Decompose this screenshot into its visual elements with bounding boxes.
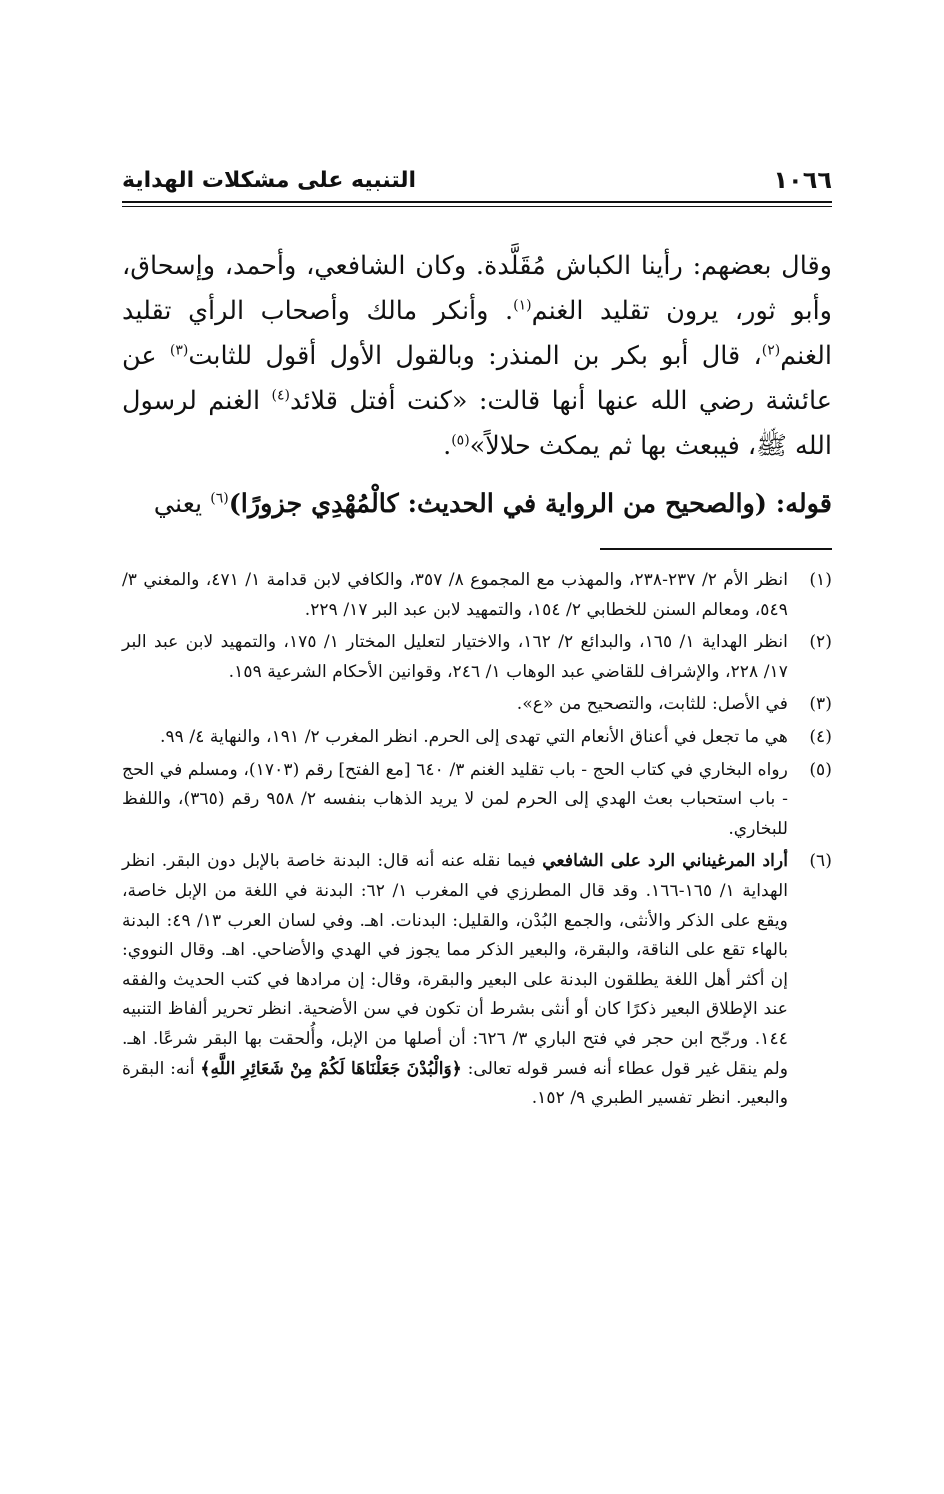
footnote-ref-2: (٢): [761, 342, 781, 359]
footnote-number: (١): [809, 570, 832, 590]
footnote-1: [122, 566, 832, 625]
heading-tail: يعني: [153, 489, 211, 519]
footnotes: [122, 566, 832, 1117]
footnote-6: [122, 847, 832, 1113]
header-rule-thin: [122, 206, 832, 207]
header-rule-thick: [122, 201, 832, 203]
body-text-1: وقال بعضهم: رأينا الكباش مُقَلَّدة. وكان الشافعي، وأحمد، وإسحاق، وأبو ثور، يرون تقليد الغنم: [122, 251, 832, 326]
footnote-text: رواه البخاري في كتاب الحج - باب تقليد الغنم ٣/ ٦٤٠ [مع الفتح] رقم (١٧٠٣)، ومسلم في الحج - باب استحباب بعث الهدي إلى الحرم لمن لا يريد الذهاب بنفسه ٢/ ٩٥٨ رقم (٣٦٥)، واللفظ للبخاري.: [122, 759, 788, 839]
body-text-2: . وأنكر مالك وأصحاب الرأي تقليد الغنم: [122, 296, 833, 371]
quran-verse: ﴿وَالْبُدْنَ جَعَلْنَاهَا لَكُمْ مِنْ شَعَائِرِ اللَّهِ﴾: [200, 1058, 462, 1079]
footnote-separator: [600, 548, 832, 550]
main-paragraph: [122, 244, 832, 469]
footnote-body: فيما نقله عنه أنه قال: البدنة خاصة بالإبل دون البقر. انظر الهداية ١/ ١٦٥-١٦٦. وقد قال المطرزي في المغرب ١/ ٦٢: البدنة في اللغة من الإبل خاصة، ويقع على الذكر والأنثى، والجمع البُدْن، والقليل: البدنات. اهـ. وفي لسان العرب ١٣/ ٤٩: البدنة بالهاء تقع على الناقة، والبقرة، والبعير الذكر مما يجوز في الهدي والأضاحي. اهـ. وقال النووي: إن أكثر أهل اللغة يطلقون البدنة على البعير والبقرة، وقال: إن مرادها في كتب الحديث والفقه عند الإطلاق البعير ذكرًا كان أو أنثى بشرط أن تكون في سن الأضحية. انظر تحرير ألفاظ التنبيه ١٤٤. ورجّح ابن حجر في فتح الباري ٣/ ٦٢٦: أن أصلها من الإبل، وأُلحقت بها البقر شرعًا. اهـ. ولم ينقل غير قول عطاء أنه فسر قوله تعالى:: [122, 851, 788, 1079]
footnote-text: انظر الهداية ١/ ١٦٥، والبدائع ٢/ ١٦٢، والاختيار لتعليل المختار ١/ ١٧٥، والتمهيد لابن عبد البر ١٧/ ٢٢٨، والإشراف للقاضي عبد الوهاب ١/ ٢٤٦، وقوانين الأحكام الشرعية ١٥٩.: [122, 632, 788, 682]
body-text-6: .: [443, 431, 452, 461]
commentary-heading: [122, 482, 832, 527]
footnote-ref-5: (٥): [451, 432, 470, 449]
footnote-5: [122, 756, 832, 845]
footnote-number: (٥): [809, 759, 832, 780]
footnote-4: [122, 723, 832, 753]
footnote-2: [122, 628, 832, 687]
footnote-text: في الأصل: للثابت، والتصحيح من «ع».: [516, 694, 788, 715]
footnote-ref-4: (٤): [271, 387, 290, 404]
footnote-text: [122, 847, 788, 1113]
footnote-text: هي ما تجعل في أعناق الأنعام التي تهدى إلى الحرم. انظر المغرب ٢/ ١٩١، والنهاية ٤/ ٩٩.: [159, 726, 788, 747]
footnote-number: (٢): [809, 632, 832, 653]
footnote-number: (٣): [809, 694, 832, 715]
footnote-lead: أراد المرغيناني الرد على الشافعي: [542, 851, 788, 872]
running-title: التنبيه على مشكلات الهداية: [122, 168, 417, 193]
footnote-ref-1: (١): [513, 297, 532, 314]
body-text-3: ، قال أبو بكر بن المنذر: وبالقول الأول أقول للثابت: [188, 341, 762, 371]
footnote-ref-3: (٣): [169, 342, 189, 359]
body-text-5: الغنم لرسول الله ﷺ، فيبعث بها ثم يمكث حلالاً»: [122, 386, 832, 461]
page-number: ١٠٦٦: [773, 166, 832, 194]
footnote-ref-6: (٦): [210, 490, 229, 507]
heading-lead: قوله: (والصحيح من الرواية في الحديث: كالْمُهْدِي جزورًا): [228, 489, 832, 519]
page-header: [122, 166, 832, 198]
footnote-body-end: أنه: البقرة والبعير. انظر تفسير الطبري ٩/ ١٥٢.: [122, 1058, 788, 1109]
footnote-3: [122, 690, 832, 720]
footnote-number: (٦): [809, 851, 832, 872]
body-text-4: عن عائشة رضي الله عنها أنها قالت: «كنت أفتل قلائد: [122, 341, 832, 416]
footnote-number: (٤): [809, 726, 832, 747]
footnote-text: انظر الأم ٢/ ٢٣٧-٢٣٨، والمهذب مع المجموع ٨/ ٣٥٧، والكافي لابن قدامة ١/ ٤٧١، والمغني ٣/ ٥٤٩، ومعالم السنن للخطابي ٢/ ١٥٤، والتمهيد لابن عبد البر ١٧/ ٢٢٩.: [122, 570, 788, 620]
